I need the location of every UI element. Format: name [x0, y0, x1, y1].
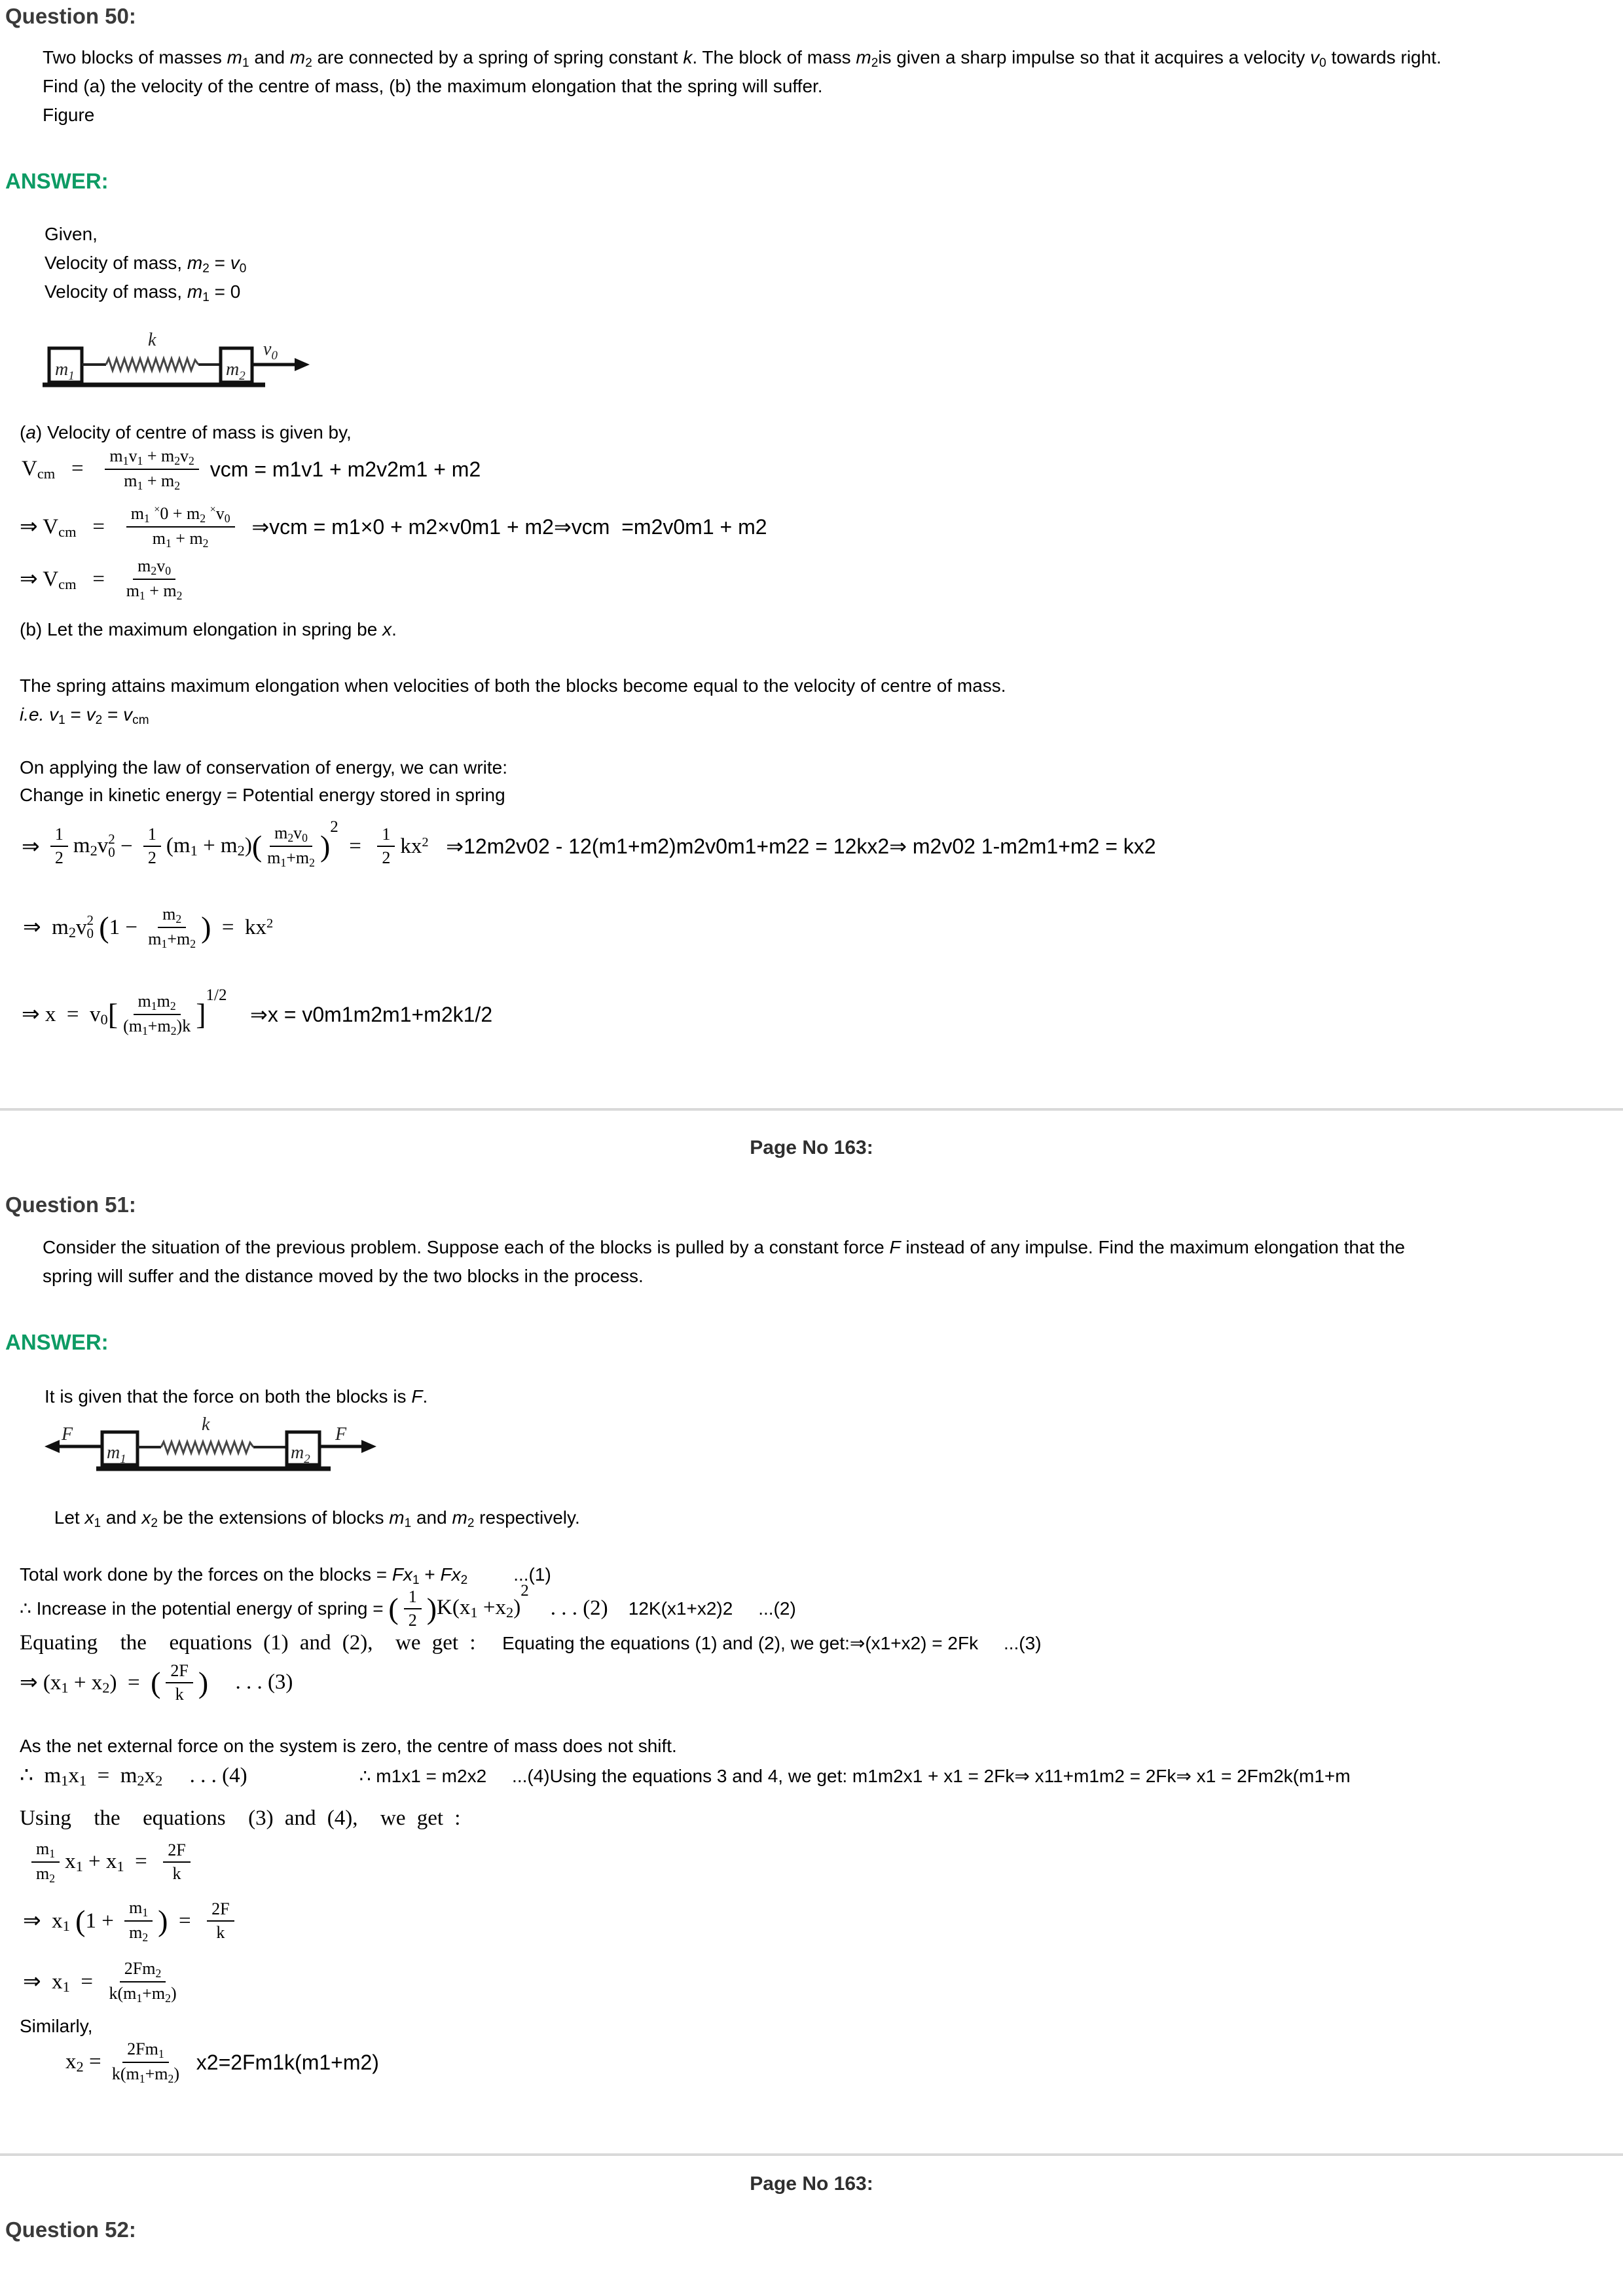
given-line: Given, — [45, 224, 98, 244]
force-arrowhead-left-icon — [45, 1440, 60, 1453]
ie-velocities-line: i.e. v1 = v2 = vcm — [20, 704, 149, 727]
figure-spring-blocks-q50 — [39, 327, 314, 389]
answer-heading-q50: ANSWER: — [5, 169, 109, 193]
equation-mass-moments: ∴ m1x1 = m2x2 . . . (4) ∴ m1x1 = m2x2 ...(4)Using the equations 3 and 4, we get: m1m2x1 + x1 = 2Fk⇒ x11+m1m2 = 2Fk⇒ x1 = 2Fm2k(m1+m — [20, 1764, 1351, 1789]
equation-x1-plus-x2: ⇒ (x1 + x2) = ( $\frac{2F}{k}$ ) . . . (3) — [20, 1661, 293, 1704]
conservation-law-line: On applying the law of conservation of energy, we can write: — [20, 757, 507, 778]
q50-text-line-1: Two blocks of masses m1 and m2 are connected by a spring of spring constant k. The block of mass m2is given a sharp impulse so that it acquires a velocity v0 towards right. — [43, 47, 1442, 70]
equation-energy-balance: ⇒ $\frac{1}{2}$ m2v 2 0 − $\frac{1}{2}$ (m1 + m2) ( $\frac{m2v0}{m1+m2}$ ) 2 = $\frac{1}{2}$ $kx^2$ ⇒12m2v02 - 12(m1+m2)m2v0m1+m22 = 12kx2⇒ m2v02 1-m2m1+m2 = kx2 — [22, 818, 1156, 870]
figure-spring-blocks-q51 — [39, 1412, 386, 1481]
force-arrowhead-right-icon — [361, 1440, 376, 1453]
question-50-heading: Question 50: — [5, 4, 136, 28]
spring-coil — [161, 1442, 253, 1453]
label-m2: $m_2$ — [291, 1443, 310, 1466]
label-m1: $m_1$ — [107, 1443, 126, 1466]
q50-figure-label: Figure — [43, 105, 95, 125]
page-number-heading: Page No 163: — [750, 2173, 873, 2195]
part-a-line: (a) Velocity of centre of mass is given by, — [20, 422, 352, 442]
section-divider — [0, 1108, 1623, 1111]
page-number-heading: Page No 163: — [750, 1137, 873, 1158]
q50-text-line-2: Find (a) the velocity of the centre of mass, (b) the maximum elongation that the spring will suffer. — [43, 76, 823, 96]
velocity-arrowhead-icon — [295, 358, 310, 371]
velocity-m2-line: Velocity of mass, m2 = v0 — [45, 253, 247, 276]
spring-elongation-note: The spring attains maximum elongation when velocities of both the blocks become equal to the velocity of centre of mass. — [20, 675, 1006, 696]
equation-vcm-definition: Vcm = $\frac{m1v1 + m2v2}{m1 + m2}$ vcm = m1v1 + m2v2m1 + m2 — [22, 446, 481, 493]
extensions-line: Let x1 and x2 be the extensions of blocks m1 and m2 respectively. — [49, 1507, 580, 1530]
total-work-line: Total work done by the forces on the blocks = Fx1 + Fx2 ...(1) — [20, 1564, 551, 1587]
label-force-left: F — [62, 1424, 73, 1444]
q51-text-line-2: spring will suffer and the distance moved by the two blocks in the process. — [43, 1266, 644, 1286]
equating-1-2-line: Equating the equations (1) and (2), we get : Equating the equations (1) and (2), we get:⇒(x1+x2) = 2Fk ...(3) — [20, 1631, 1042, 1655]
equation-elongation-result: ⇒ x = v0 [ $\frac{m1m2}{(m1+m2)k}$ ] 1/2 ⇒x = v0m1m2m1+m2k1/2 — [22, 986, 493, 1038]
velocity-m1-line: Velocity of mass, m1 = 0 — [45, 281, 241, 304]
label-m1: $m_1$ — [55, 359, 75, 383]
equation-vcm-result: ⇒ Vcm = $\frac{m2v0}{m1 + m2}$ — [20, 556, 183, 603]
label-force-right: F — [335, 1424, 347, 1444]
equation-x1-expansion: $\frac{m1}{m2}$ x1 + x1 = $\frac{2F}{k}$ — [26, 1839, 196, 1886]
part-b-line: (b) Let the maximum elongation in spring be x. — [20, 619, 397, 639]
label-k: k — [148, 330, 156, 350]
using-3-4-line: Using the equations (3) and (4), we get : — [20, 1806, 461, 1830]
equation-x2-result: x2 = $\frac{2Fm1}{k(m1+m2)}$ x2=2Fm1k(m1+m2) — [65, 2039, 379, 2086]
energy-equality-line: Change in kinetic energy = Potential energy stored in spring — [20, 785, 505, 805]
spring-coil — [106, 359, 198, 370]
net-force-line: As the net external force on the system is zero, the centre of mass does not shift. — [20, 1736, 677, 1756]
equation-vcm-substituted: ⇒ Vcm = $\frac{m1 ^\times 0 + m2 ^\times v0}{m1 + m2}$ ⇒vcm = m1×0 + m2×v0m1 + m2⇒vcm =m2v0m1 + m2 — [20, 504, 767, 550]
equation-x1-factored: ⇒ x1 ( 1 + $\frac{m1}{m2}$ ) = $\frac{2F}{k}$ — [23, 1898, 240, 1945]
question-52-heading: Question 52: — [5, 2217, 136, 2242]
question-51-heading: Question 51: — [5, 1193, 136, 1217]
similarly-line: Similarly, — [20, 2016, 93, 2036]
equation-simplified: ⇒ m2v 2 0 ( 1 − $\frac{m2}{m1+m2}$ ) = $kx^2$ — [23, 905, 274, 951]
q51-intro-line: It is given that the force on both the blocks is F. — [45, 1386, 428, 1407]
answer-heading-q51: ANSWER: — [5, 1330, 109, 1354]
equation-potential-energy: ∴ Increase in the potential energy of spring = ( $\frac{1}{2}$ ) K(x1 +x2) 2 . . . (2) 12K(x1+x2)2 ...(2) — [20, 1582, 796, 1630]
section-divider — [0, 2153, 1623, 2156]
label-v0: $v_0$ — [263, 339, 278, 363]
q51-text-line-1: Consider the situation of the previous problem. Suppose each of the blocks is pulled by a constant force F instead of any impulse. Find the maximum elongation that the — [43, 1237, 1405, 1257]
label-m2: $m_2$ — [226, 359, 246, 383]
label-k: k — [202, 1414, 210, 1435]
equation-x1-result: ⇒ x1 = $\frac{2Fm2}{k(m1+m2)}$ — [23, 1959, 177, 2005]
